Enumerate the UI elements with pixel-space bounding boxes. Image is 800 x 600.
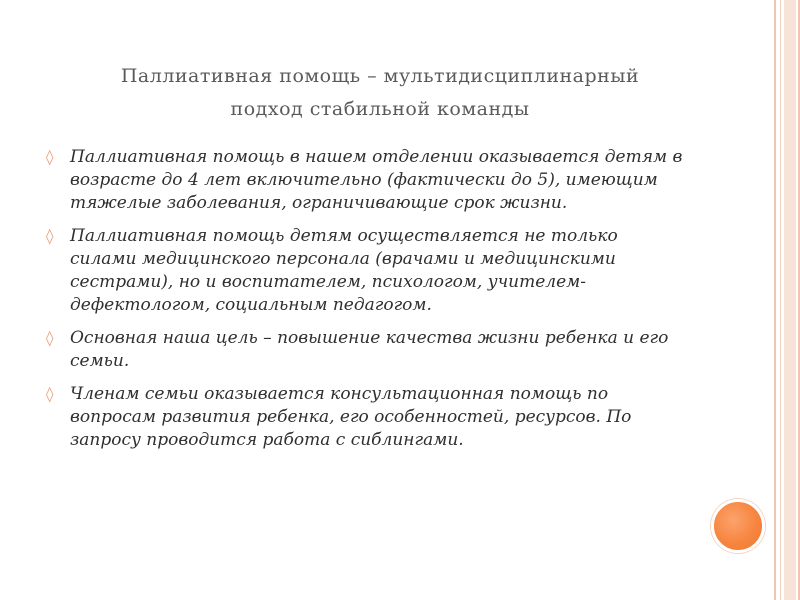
list-item [46, 225, 686, 317]
orange-circle-icon [711, 499, 765, 553]
bullet-text: Паллиативная помощь детям осуществляется не только силами медицинского персонала (врачами и медицинскими сестрами), но и воспитателем, психологом, учителем-дефектологом, социальным педагогом. [70, 226, 618, 315]
diamond-bullet-icon: ◊ [46, 385, 54, 403]
decorative-rail [774, 0, 776, 600]
bullet-text: Паллиативная помощь в нашем отделении оказывается детям в возрасте до 4 лет включительно (фактически до 5), имеющим тяжелые заболевания, ограничивающие срок жизни. [70, 147, 683, 213]
bullet-text: Членам семьи оказывается консультационная помощь по вопросам развития ребенка, его особенностей, ресурсов. По запросу проводится работа с сиблингами. [70, 384, 632, 450]
decorative-rail [780, 0, 781, 600]
bullet-text: Основная наша цель – повышение качества жизни ребенка и его семьи. [70, 328, 669, 371]
list-item [46, 146, 686, 215]
decorative-rail [784, 0, 796, 600]
slide-title [60, 60, 700, 126]
diamond-bullet-icon: ◊ [46, 148, 54, 166]
title-line-2: подход стабильной команды [230, 98, 530, 120]
diamond-bullet-icon: ◊ [46, 329, 54, 347]
list-item [46, 327, 686, 373]
bullet-list [46, 146, 686, 462]
title-line-1: Паллиативная помощь – мультидисциплинарный [120, 65, 640, 87]
diamond-bullet-icon: ◊ [46, 227, 54, 245]
list-item [46, 383, 686, 452]
